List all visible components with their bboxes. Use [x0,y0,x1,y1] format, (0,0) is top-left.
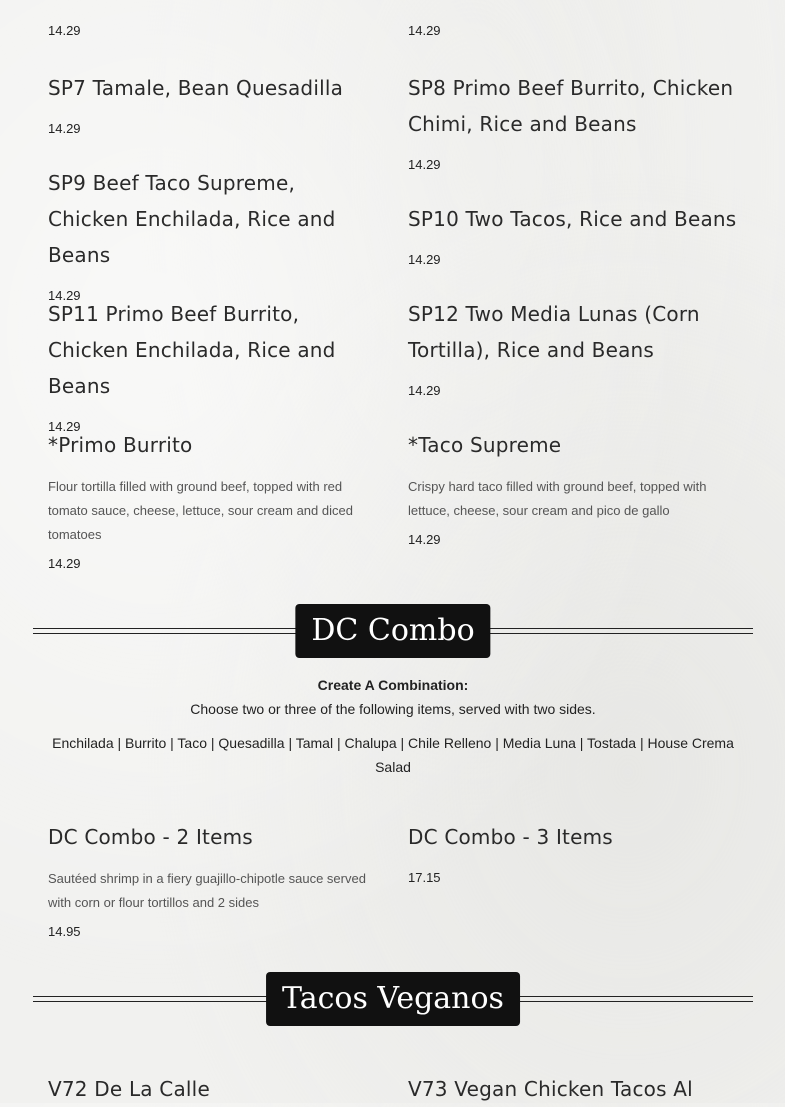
item-price: 14.29 [48,121,81,136]
combo-intro-text: Choose two or three of the following items, served with two sides. [190,701,596,717]
menu-item-top-right [408,22,738,40]
menu-item-sp8 [408,70,738,174]
combo-options [33,731,753,779]
menu-item-top-left [48,22,378,40]
combo-intro-heading: Create A Combination: [317,677,469,693]
item-name: DC Combo - 3 Items [408,825,613,849]
item-name: DC Combo - 2 Items [48,825,253,849]
section-title: DC Combo [295,604,490,658]
section-header-dc-combo [33,602,753,658]
menu-item-dc-combo-3 [408,819,738,887]
menu-item-sp11 [48,296,378,436]
menu-item-dc-combo-2 [48,819,378,941]
item-name: SP8 Primo Beef Burrito, Chicken Chimi, Rice and Beans [408,76,734,136]
item-price: 14.29 [408,23,441,38]
combo-options-text: Enchilada | Burrito | Taco | Quesadilla | Tamal | Chalupa | Chile Relleno | Media Luna | Tostada | House Crema Salad [52,735,734,775]
menu-item-sp7 [48,70,378,138]
item-price: 14.95 [48,924,81,939]
menu-item-sp10 [408,201,738,269]
item-description: Crispy hard taco filled with ground beef, topped with lettuce, cheese, sour cream and pico de gallo [408,479,707,518]
item-description: Flour tortilla filled with ground beef, topped with red tomato sauce, cheese, lettuce, sour cream and diced tomatoes [48,479,353,542]
item-price: 14.29 [408,532,441,547]
item-price: 14.29 [48,288,81,303]
item-price: 14.29 [48,419,81,434]
item-price: 17.15 [408,870,441,885]
item-name: SP12 Two Media Lunas (Corn Tortilla), Rice and Beans [408,302,700,362]
item-name: *Primo Burrito [48,433,193,457]
menu-item-taco-supreme [408,427,738,549]
item-price: 14.29 [408,157,441,172]
menu-item-sp12 [408,296,738,400]
menu-item-sp9 [48,165,378,305]
menu-item-primo-burrito [48,427,378,573]
item-name: SP7 Tamale, Bean Quesadilla [48,76,344,100]
menu-item-v73 [408,1071,738,1107]
item-price: 14.29 [48,23,81,38]
section-title: Tacos Veganos [266,972,520,1026]
item-name: V73 Vegan Chicken Tacos Al [408,1077,693,1101]
item-name: SP11 Primo Beef Burrito, Chicken Enchilada, Rice and Beans [48,302,336,398]
item-price: 14.29 [48,556,81,571]
combo-intro [33,673,753,721]
item-name: *Taco Supreme [408,433,562,457]
item-name: SP9 Beef Taco Supreme, Chicken Enchilada, Rice and Beans [48,171,336,267]
item-price: 14.29 [408,252,441,267]
menu-item-v72 [48,1071,378,1107]
item-description: Sautéed shrimp in a fiery guajillo-chipotle sauce served with corn or flour tortillos and 2 sides [48,871,366,910]
item-name: V72 De La Calle [48,1077,210,1101]
section-header-tacos-veganos [33,970,753,1026]
item-price: 14.29 [408,383,441,398]
item-name: SP10 Two Tacos, Rice and Beans [408,207,737,231]
